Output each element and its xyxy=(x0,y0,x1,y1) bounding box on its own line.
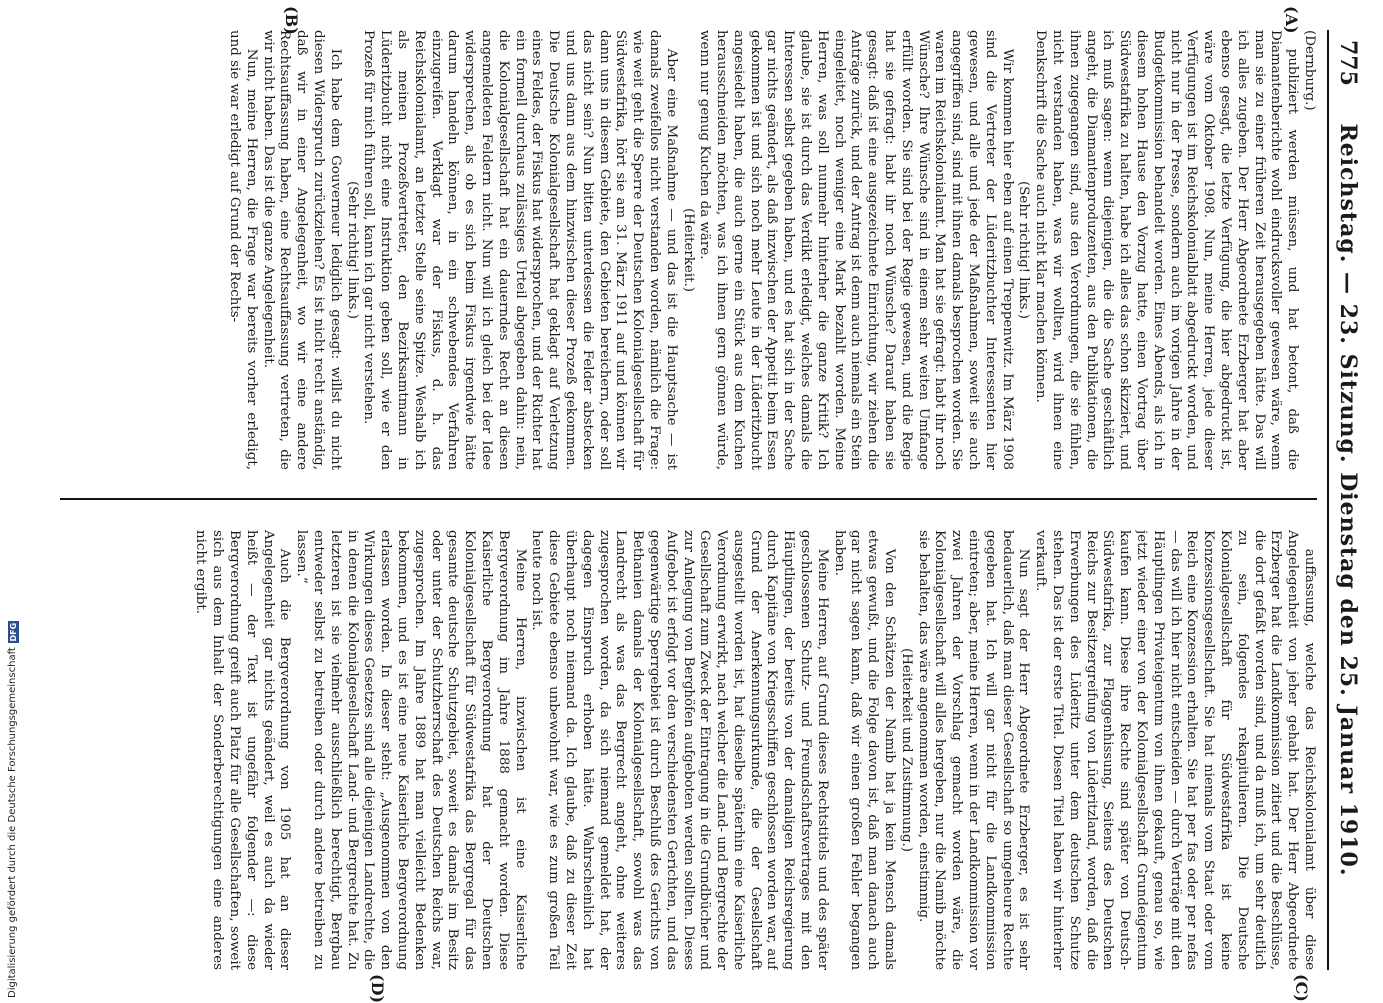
paragraph: Meine Herren, auf Grund dieses Rechtstitels und des später geschlossenen Schutz- und Freundschaftsvertrages mit den Häuptlingen, der bereits von der damaligen Reichsregierung durch Kapitäne von Kriegsschiffen geschlossen worden war, auf Grund der Anerkennungsurkunde, die der Gesellschaft ausgestellt worden ist, hat dieselbe späterhin eine Kaiserliche Verordnung erwirkt, nach welcher die Land- und Bergrechte der Gesellschaft zum Zweck der Eintragung in die Grundbücher und zur Anlegung von Berghöfen aufgeboten werden sollten. Dieses Aufgebot ist erfolgt vor den verschiedensten Gerichten, und das gegenwärtige Sperrgebiet ist durch Beschluß des Gerichts von Bethanien damals der Kolonialgesellschaft, sowohl was das Landrecht als was das Bergrecht angeht, ohne weiteres zugesprochen worden, da sich niemand gemeldet hat, der dagegen Einspruch erhoben hätte. Wahrscheinlich hat überhaupt noch niemand da. Ich glaube, daß zu dieser Zeit diese Gebiete ebenso unbewohnt war, wie es zum großen Teil heute noch ist. xyxy=(529,530,830,970)
interjection: (Heiterkeit.) xyxy=(680,208,696,292)
paragraph: publiziert werden müssen, und hat betont, daß die Diamantenberichte wohl eindrucksvoller gewesen wäre, wenn man sie zu einer früheren Zeit herausgegeben hätte. Das will ich alles zugeben. Der Herr Abgeordnete Erzberger hat aber ebenso gesagt, die letzte Verfügung, die hier abgedruckt ist, wäre vom Oktober 1908. Nun, meine Herren, jede dieser Verfügungen ist im Reichskolonialblatt abgedruckt worden, und nicht nur in der Presse, sondern auch im vorigen Jahre in der Budgetkommission behandelt worden. Eines Abends, als ich in diesem hohen Hause den Vorzug hatte, einen Vortrag über Südwestafrika zu halten, habe ich alles das schon skizziert, und ich muß sagen: wenn diejenigen, die die Sache geschäftlich angeht, die Diamantenproduzenten, aus den Publikationen, die ihnen zugegangen sind, aus den Verordnungen, die sie fühlen, nicht verstanden haben, was wir wollten, wird ihnen eine Denkschrift die Sache auch nicht klar machen können. xyxy=(1033,30,1301,470)
interjection: (Sehr richtig! links.) xyxy=(1016,181,1032,319)
credit-text: Digitalisierung gefördert durch die Deutsche Forschungsgemeinschaft xyxy=(7,647,18,998)
margin-marker-b: (B) xyxy=(282,6,301,35)
margin-marker-d: (D) xyxy=(368,974,387,1003)
interjection: (Sehr richtig! links.) xyxy=(344,181,360,319)
paragraph: Nun sagt der Herr Abgeordnete Erzberger, es ist sehr bedauerlich, daß man dieser Gesellschaft so umgeheure Rechte gegeben hat. Ich will gar nicht für die Landkommission eintreten; aber, meine Herren, wenn in der Landkommission vor zwei Jahren der Vorschlag gemacht worden wäre, die Kolonialgesellschaft will alles hergeben, nur die Namib möchte sie behalten, das wäre angenommen worden, einstimmig. xyxy=(915,530,1032,970)
right-text-column xyxy=(60,530,1317,970)
paragraph: Wir kommen hier eben auf einen Treppenwitz. Im März 1908 sind die Vertreter der Lüderitzbuchter Interessenten hier gewesen, und alle und jede der Maßnahmen, soweit sie auch angegriffen sind, sind mit ihnen damals besprochen worden. Sie waren im Reichskolonialamt. Man hat sie gefragt: habt ihr noch Wünsche? Ihre Wünsche sind in einem sehr weiten Umfange erfüllt worden. Sie sind bei der Regie gewesen, und die Regie hat sie gefragt: habt ihr noch Wünsche? Darauf haben sie gesagt: daß ist eine ausgezeichnete Einrichtung, wir ziehen die Anträge zurück, und der Antrag ist denn auch niemals ein Stein eingeleitet, noch weniger eine Mark bezahlt worden. Meine Herren, was soll nunmehr hinterher die ganze Kritik? Ich glaube, sie ist durch das Verdikt erledigt, welches damals die Interessen selbst gegeben haben, und es hat sich in der Sache gar nichts geändert, als daß inzwischen der Appetit beim Essen gekommen ist und sich noch mehr Leute in der Lüderitzbucht angesiedelt haben, die auch gerne ein Stück aus dem Kuchen herausschneiden möchten, was ich ihnen gern gönnen würde, wenn nur genug Kuchen da wäre. xyxy=(697,30,1015,470)
margin-marker-a: (A) xyxy=(1282,6,1301,34)
paragraph: (Dernburg.) xyxy=(1302,30,1317,111)
left-text-column xyxy=(60,30,1317,470)
paragraph: Auch die Bergverordnung von 1905 hat an dieser Angelegenheit gar nichts geändert, weil es auch da wieder heißt — der Text ist ungefähr folgender —: diese Bergverordnung greift auch Platz für alle Gesellschaften, soweit sich aus dem Inhalt der Sonderberechtigungen eine anderes nicht ergibt. xyxy=(193,530,293,970)
paragraph: Nun, meine Herren, die Frage war bereits vorher erledigt, und sie war erledigt auf Grund der Rechts- xyxy=(227,30,259,470)
paragraph: Ich habe dem Gouverneur lediglich gesagt: willst du nicht diesen Widerspruch zurückziehen? Es ist nicht recht anständig, daß wir in einer Angelegenheit, wo wir eine andere Rechtsauffassung haben, eine Rechtsauffassung vertreten, die wir nicht haben. Das ist die ganze Angelegenheit. xyxy=(260,30,343,470)
margin-marker-c: (C) xyxy=(1292,974,1311,1002)
page-number: 775 xyxy=(1335,40,1361,86)
paragraph: auffassung, welche das Reichskolonialamt über diese Angelegenheit von jeher gehabt hat. Der Herr Abgeordnete Erzberger hat die Landkommission zitiert und die Beschlüsse, die dort gefaßt worden sind, und da muß ich, um sehr deutlich zu sein, folgendes rekapitulieren. Die Deutsche Kolonialgesellschaft für Südwestafrika ist keine Konzessionsgesellschaft. Sie hat niemals vom Staat oder vom Reich eine Konzession erhalten. Sie hat per fas oder per nefas — das will ich hier nicht entscheiden — durch Verträge mit den Häuptlingen Privateigentum von ihnen gekauft, genau so, wie jetzt wieder einer von der Kolonialgesellschaft Grundeigentum kaufen kann. Diese ihre Rechte sind später von Deutsch-Südwestafrika, zur Flaggenhissung, Seitens des Deutschen Reichs zur Besitzergreifung von Lüderitzland, worden, daß die Erwerbungen des Lüderitz unter dem deutschen Schutze stehen. Das ist der erste Titel. Diesen Titel haben wir hinterher verkauft. xyxy=(1033,530,1317,970)
running-head: Reichstag. — 23. Sitzung. Dienstag den 25. Januar 1910. xyxy=(1335,123,1361,877)
paragraph: Aber eine Maßnahme — und das ist die Hauptsache — ist damals zweifellos nicht verstanden worden, nämlich die Frage: wie weit geht die Sperre der Deutschen Kolonialgesellschaft für Südwestafrika, hört sie am 31. März 1911 auf und können wir dann uns in diesem Gebiete, den Gebieten bereichern, oder soll das nicht sein? Nun bitten unterdessen die Felder abstecken und uns dann aus dem hinzwischen dieser Prozeß gekommen. Die Deutsche Kolonialgesellschaft hat geklagt auf Verletzung eines Feldes, der Fiskus hat widersprochen, und der Richter hat ein formell durchaus zulässiges Urteil abgegeben dahin: nein, die Kolonialgesellschaft hat ein dauerndes Recht an diesen angemeldeten Feldern nicht. Nun will ich gleich bei der Idee widersprechen, als ob es sich beim Fiskus irgendwie hätte darum handeln können, in ein schwebendes Verfahren einzugreifen. Verklagt war der Fiskus, d. h. das Reichskolonialamt, an letzter Stelle seine Spitze. Weshalb ich als meinen Prozeßvertreter, den Bezirksamtmann in Lüderitzbucht nicht eine Instruktion geben soll, wie er den Prozeß für mich führen soll, kann ich gar nicht verstehen. xyxy=(361,30,679,470)
paragraph: Von den Schätzen der Namib hat ja kein Mensch damals etwas gewußt, und die Folge davon ist, daß man danach auch gar nicht sagen kann, daß wir einen großen Fehler begangen haben. xyxy=(831,530,898,970)
interjection: (Heiterkeit und Zustimmung.) xyxy=(898,647,914,852)
paragraph: Meine Herren, inzwischen ist eine Kaiserliche Bergverordnung im Jahre 1888 gemacht worden. Diese Kaiserliche Bergverordnung hat der Deutschen Kolonialgesellschaft für Südwestafrika das Bergregal für das gesamte deutsche Schutzgebiet, soweit es damals im Besitz oder unter der Schutzherrschaft des Deutschen Reichs war, zugesprochen. Im Jahre 1889 hat man vielleicht Bedenken bekommen, und es ist eine neue Kaiserliche Bergverordnung erlassen worden. In dieser steht: „Ausgenommen von den Wirkungen dieses Gesetzes sind alle diejenigen Landrechte, die in denen die Kolonialgesellschaft Land- und Bergrechte hat. Zu letzteren ist sie vielmehr ausschließlich berechtigt, Bergbau entweder selbst zu betreiben oder durch andere betreiben zu lassen.“ xyxy=(294,530,528,970)
page-header xyxy=(1327,30,1369,970)
column-divider xyxy=(60,498,1317,500)
dfg-logo: DFG xyxy=(8,622,18,642)
digitization-credit xyxy=(2,606,24,998)
